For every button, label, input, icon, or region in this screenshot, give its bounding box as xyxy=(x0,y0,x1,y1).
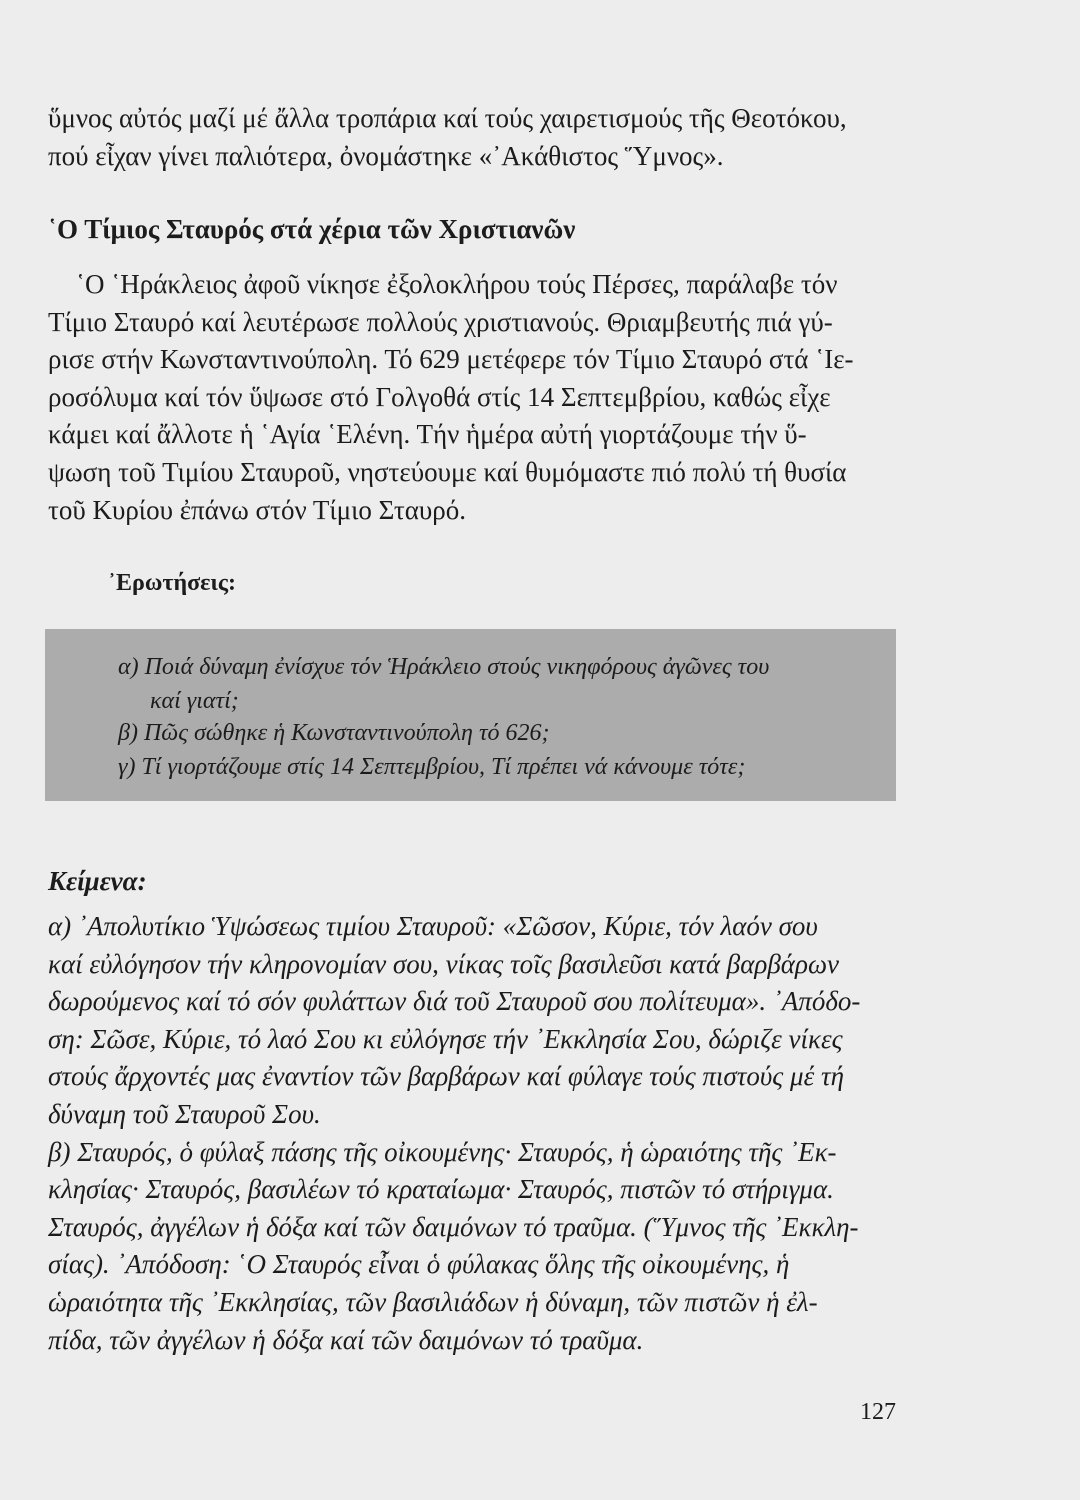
page-number: 127 xyxy=(860,1399,896,1425)
section-heading: ῾Ο Τίμιος Σταυρός στά χέρια τῶν Χριστιανῶν xyxy=(48,214,576,244)
text-line: δωρούμενος καί τό σόν φυλάττων διά τοῦ Σταυροῦ σου πολίτευμα». ᾿Απόδο- xyxy=(48,986,861,1017)
text-line: πού εἶχαν γίνει παλιότερα, ὀνομάστηκε «᾿Ακάθιστος Ὕμνος». xyxy=(48,140,724,171)
text-line: Σταυρός, ἀγγέλων ἡ δόξα καί τῶν δαιμόνων τό τραῦμα. (Ὕμνος τῆς ᾿Εκκλη- xyxy=(48,1211,859,1242)
texts-paragraph xyxy=(48,908,900,1359)
text-line: κάμει καί ἄλλοτε ἡ ῾Αγία ῾Ελένη. Τήν ἡμέρα αὐτή γιορτάζουμε τήν ὕ- xyxy=(48,419,807,450)
text-line: δύναμη τοῦ Σταυροῦ Σου. xyxy=(48,1098,321,1129)
text-line: πίδα, τῶν ἀγγέλων ἡ δόξα καί τῶν δαιμόνων τό τραῦμα. xyxy=(48,1324,644,1355)
text-line: Τίμιο Σταυρό καί λευτέρωσε πολλούς χριστιανούς. Θριαμβευτής πιά γύ- xyxy=(48,306,833,337)
text-line: σίας). ᾿Απόδοση: ῾Ο Σταυρός εἶναι ὁ φύλακας ὅλης τῆς οἰκουμένης, ἡ xyxy=(48,1249,790,1280)
texts-title: Κείμενα: xyxy=(48,866,147,896)
text-line: ση: Σῶσε, Κύριε, τό λαό Σου κι εὐλόγησε τήν ᾿Εκκλησία Σου, δώριζε νίκες xyxy=(48,1023,843,1054)
text-line: ῾Ο ῾Ηράκλειος ἀφοῦ νίκησε ἐξολοκλήρου τούς Πέρσες, παράλαβε τόν xyxy=(76,269,838,299)
text-line: κλησίας· Σταυρός, βασιλέων τό κραταίωμα· Σταυρός, πιστῶν τό στήριγμα. xyxy=(48,1174,834,1205)
text-line: ὡραιότητα τῆς ᾿Εκκλησίας, τῶν βασιλιάδων ἡ δύναμη, τῶν πιστῶν ἡ ἐλ- xyxy=(48,1286,818,1317)
intro-paragraph xyxy=(48,100,900,175)
question-line: α) Ποιά δύναμη ἐνίσχυε τόν Ἡράκλειο στούς νικηφόρους ἀγῶνες του xyxy=(118,654,770,680)
text-line: β) Σταυρός, ὁ φύλαξ πάσης τῆς οἰκουμένης· Σταυρός, ἡ ὡραιότης τῆς ᾿Εκ- xyxy=(48,1136,837,1167)
section-paragraph xyxy=(48,266,900,529)
text-line: ρισε στήν Κωνσταντινούπολη. Τό 629 μετέφερε τόν Τίμιο Σταυρό στά ῾Ιε- xyxy=(48,344,854,375)
text-line: στούς ἄρχοντές μας ἐναντίον τῶν βαρβάρων καί φύλαγε τούς πιστούς μέ τή xyxy=(48,1061,845,1092)
text-line: ψωση τοῦ Τιμίου Σταυροῦ, νηστεύουμε καί θυμόμαστε πιό πολύ τή θυσία xyxy=(48,456,847,487)
questions-title: ᾿Ερωτήσεις: xyxy=(108,570,236,596)
text-line: α) ᾿Απολυτίκιο Ὑψώσεως τιμίου Σταυροῦ: «Σῶσον, Κύριε, τόν λαόν σου xyxy=(48,911,818,941)
text-line: καί εὐλόγησον τήν κληρονομίαν σου, νίκας τοῖς βασιλεῦσι κατά βαρβάρων xyxy=(48,948,839,979)
question-line: β) Πῶς σώθηκε ἡ Κωνσταντινούπολη τό 626; xyxy=(118,720,550,746)
question-line: γ) Τί γιορτάζουμε στίς 14 Σεπτεμβρίου, Τί πρέπει νά κάνουμε τότε; xyxy=(118,754,746,780)
text-line: τοῦ Κυρίου ἐπάνω στόν Τίμιο Σταυρό. xyxy=(48,494,466,525)
text-line: ὕμνος αὐτός μαζί μέ ἄλλα τροπάρια καί τούς χαιρετισμούς τῆς Θεοτόκου, xyxy=(48,103,847,133)
text-line: ροσόλυμα καί τόν ὕψωσε στό Γολγοθά στίς 14 Σεπτεμβρίου, καθώς εἶχε xyxy=(48,381,831,412)
question-line: καί γιατί; xyxy=(150,688,239,714)
